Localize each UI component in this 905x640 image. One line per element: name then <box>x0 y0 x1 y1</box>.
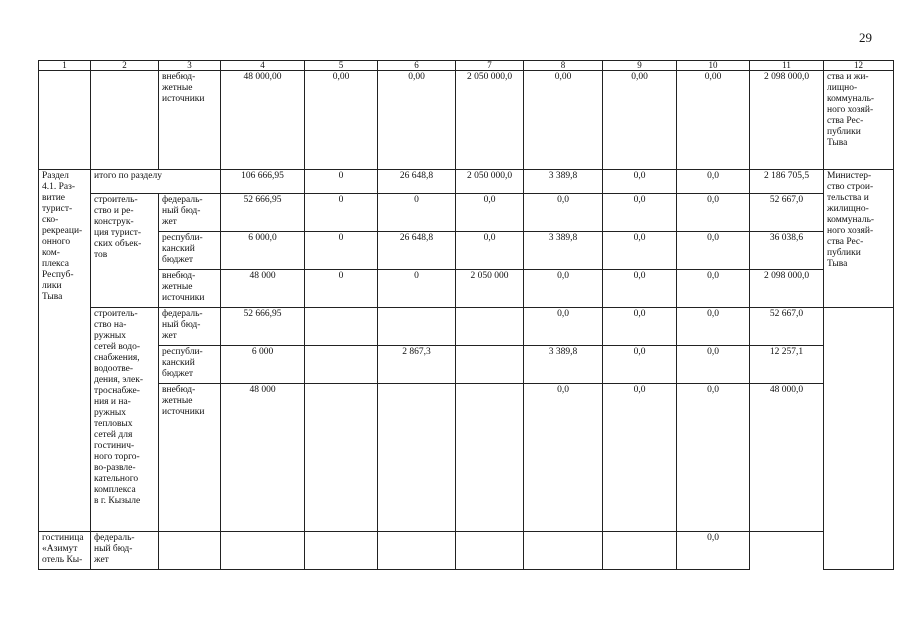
value-cell: 2 050 000,0 <box>456 71 524 170</box>
value-cell: 36 038,6 <box>750 232 824 270</box>
value-cell: 0,0 <box>677 384 750 532</box>
value-cell: 0,0 <box>677 194 750 232</box>
value-cell: 0,0 <box>603 170 677 194</box>
value-cell <box>378 384 456 532</box>
header-row <box>39 61 894 71</box>
table-row <box>39 308 894 346</box>
value-cell <box>456 532 524 570</box>
value-cell: 6 000,0 <box>221 232 305 270</box>
value-cell: 52 666,95 <box>221 194 305 232</box>
funding-source-cell: федераль- ный бюд- жет <box>159 194 221 232</box>
col-header-11: 11 <box>750 61 824 71</box>
table-row <box>39 270 894 308</box>
value-cell: 0 <box>378 270 456 308</box>
value-cell: 0,0 <box>603 270 677 308</box>
value-cell <box>305 308 378 346</box>
cell-empty <box>91 71 159 170</box>
section-title-cell: Раздел 4.1. Раз- витие турист- ско- рекреаци- онного ком- плекса Респуб- лики Тыва <box>39 170 91 532</box>
value-cell: 0,00 <box>603 71 677 170</box>
col-header-5: 5 <box>305 61 378 71</box>
value-cell: 26 648,8 <box>378 170 456 194</box>
value-cell: 48 000,00 <box>221 71 305 170</box>
value-cell: 0,0 <box>524 270 603 308</box>
value-cell: 2 098 000,0 <box>750 71 824 170</box>
col-header-4: 4 <box>221 61 305 71</box>
value-cell: 3 389,8 <box>524 232 603 270</box>
table-row-section-total <box>39 170 894 194</box>
funding-source-cell: внебюд- жетные источники <box>159 71 221 170</box>
value-cell: 52 667,0 <box>750 308 824 346</box>
value-cell: 0,0 <box>524 384 603 532</box>
value-cell <box>456 308 524 346</box>
value-cell <box>456 384 524 532</box>
value-cell: 48 000 <box>221 384 305 532</box>
value-cell: 2 867,3 <box>378 346 456 384</box>
value-cell: 0,0 <box>524 308 603 346</box>
budget-table <box>38 60 894 570</box>
value-cell: 26 648,8 <box>378 232 456 270</box>
col-header-10: 10 <box>677 61 750 71</box>
funding-source-cell: республи- канский бюджет <box>159 232 221 270</box>
value-cell: 0,0 <box>677 232 750 270</box>
value-cell: 0,0 <box>603 194 677 232</box>
col-header-9: 9 <box>603 61 677 71</box>
col-header-3: 3 <box>159 61 221 71</box>
value-cell <box>305 384 378 532</box>
value-cell <box>524 532 603 570</box>
value-cell: 12 257,1 <box>750 346 824 384</box>
total-label-cell: итого по разделу <box>91 170 221 194</box>
value-cell: 3 389,8 <box>524 346 603 384</box>
value-cell: 0 <box>305 232 378 270</box>
cell-empty <box>824 308 894 570</box>
value-cell <box>305 346 378 384</box>
col-header-8: 8 <box>524 61 603 71</box>
value-cell: 0,0 <box>524 194 603 232</box>
value-cell: 0,0 <box>677 346 750 384</box>
value-cell: 48 000,0 <box>750 384 824 532</box>
value-cell <box>305 532 378 570</box>
funding-source-cell: внебюд- жетные источники <box>159 270 221 308</box>
funding-source-cell: внебюд- жетные источники <box>159 384 221 532</box>
col-header-7: 7 <box>456 61 524 71</box>
col-header-12: 12 <box>824 61 894 71</box>
value-cell: 106 666,95 <box>221 170 305 194</box>
value-cell: 2 050 000 <box>456 270 524 308</box>
value-cell: 0 <box>305 194 378 232</box>
value-cell: 0,00 <box>677 71 750 170</box>
responsible-cell: ства и жи- лищно- коммуналь- ного хозяй- ства Рес- публики Тыва <box>824 71 894 170</box>
activity-name-cell: гостиница «Азимут отель Кы- <box>39 532 91 570</box>
col-header-1: 1 <box>39 61 91 71</box>
value-cell: 0,0 <box>677 170 750 194</box>
value-cell <box>456 346 524 384</box>
value-cell: 0,0 <box>456 194 524 232</box>
value-cell: 0,00 <box>305 71 378 170</box>
value-cell: 0 <box>305 170 378 194</box>
col-header-6: 6 <box>378 61 456 71</box>
table-row <box>39 532 894 570</box>
value-cell: 3 389,8 <box>524 170 603 194</box>
funding-source-cell: федераль- ный бюд- жет <box>91 532 159 570</box>
funding-source-cell: республи- канский бюджет <box>159 346 221 384</box>
table-row <box>39 194 894 232</box>
activity-name-cell: строитель- ство и ре- конструк- ция турист- ских объек- тов <box>91 194 159 308</box>
table-row <box>39 384 894 532</box>
table-row <box>39 232 894 270</box>
value-cell: 0,0 <box>603 346 677 384</box>
value-cell: 0,0 <box>603 308 677 346</box>
value-cell <box>603 532 677 570</box>
funding-source-cell: федераль- ный бюд- жет <box>159 308 221 346</box>
responsible-cell: Министер- ство строи- тельства и жилищно- коммуналь- ного хозяй- ства Рес- публики Тыва <box>824 170 894 308</box>
value-cell <box>159 532 221 570</box>
value-cell: 48 000 <box>221 270 305 308</box>
page-number: 29 <box>859 30 872 45</box>
value-cell: 52 666,95 <box>221 308 305 346</box>
value-cell <box>378 532 456 570</box>
value-cell: 6 000 <box>221 346 305 384</box>
value-cell: 0,0 <box>603 384 677 532</box>
value-cell <box>378 308 456 346</box>
value-cell <box>221 532 305 570</box>
value-cell: 0,0 <box>456 232 524 270</box>
value-cell: 0,0 <box>677 270 750 308</box>
col-header-2: 2 <box>91 61 159 71</box>
value-cell: 0,0 <box>677 308 750 346</box>
value-cell: 0,0 <box>677 532 750 570</box>
value-cell: 0,00 <box>524 71 603 170</box>
table-row <box>39 346 894 384</box>
table-row-continuation <box>39 71 894 170</box>
value-cell: 2 186 705,5 <box>750 170 824 194</box>
value-cell: 0,00 <box>378 71 456 170</box>
value-cell: 2 050 000,0 <box>456 170 524 194</box>
value-cell: 52 667,0 <box>750 194 824 232</box>
value-cell: 2 098 000,0 <box>750 270 824 308</box>
value-cell: 0 <box>305 270 378 308</box>
value-cell: 0 <box>378 194 456 232</box>
value-cell: 0,0 <box>603 232 677 270</box>
activity-name-cell: строитель- ство на- ружных сетей водо- снабжения, водоотве- дения, элек- троснабже- ния и на- ружных тепловых сетей для гостинич- ного торго- во-развле- кательного комплекса в г. Кызыле <box>91 308 159 532</box>
cell-empty <box>39 71 91 170</box>
